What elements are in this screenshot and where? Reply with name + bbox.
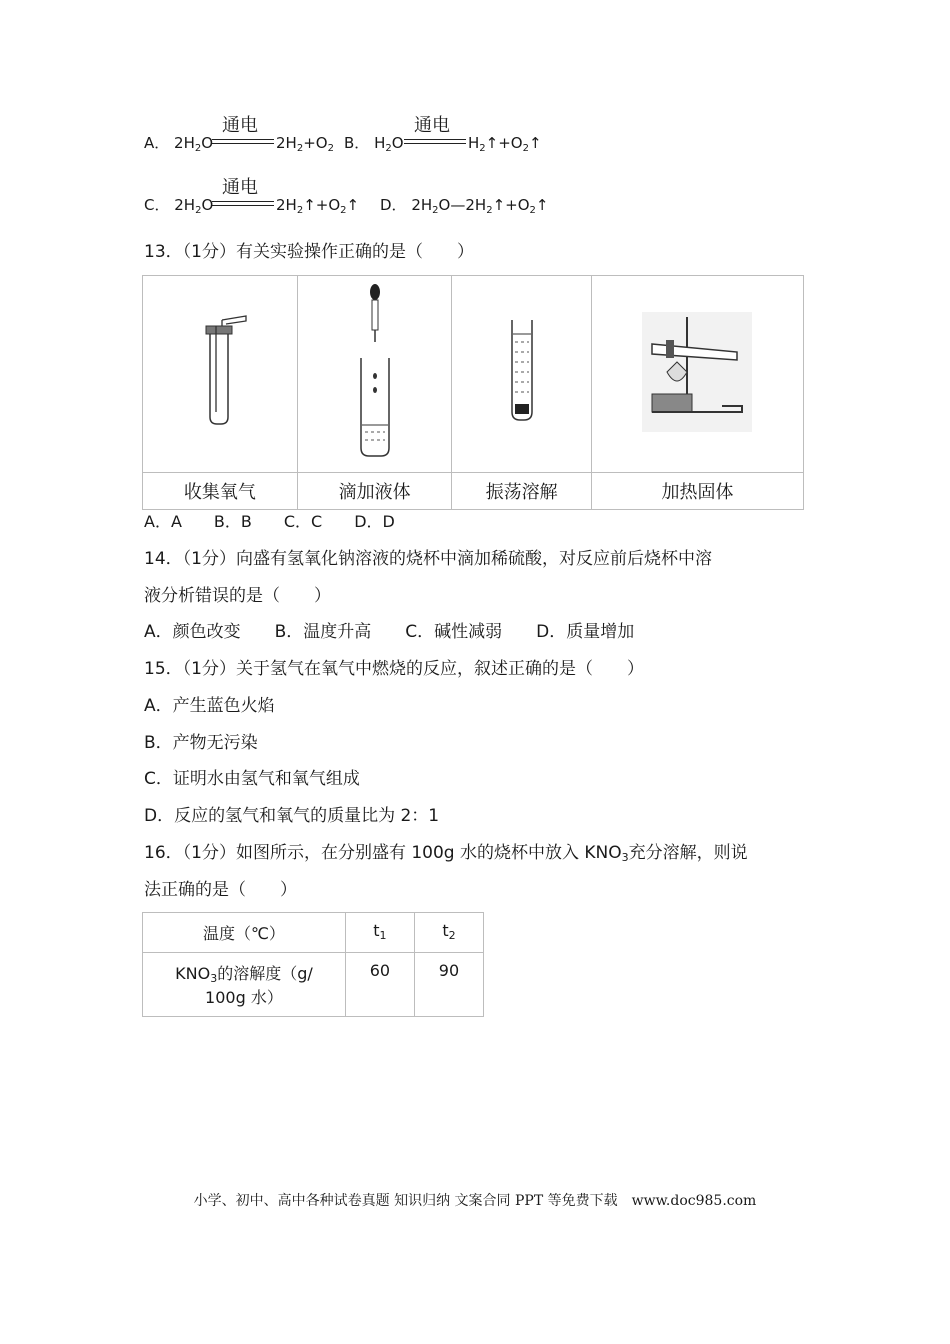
option-a-products: $2H_2+O_2$ bbox=[276, 134, 334, 154]
collect-oxygen-image bbox=[143, 276, 298, 473]
heating-apparatus-icon bbox=[642, 312, 752, 432]
q15-option-c: C．证明水由氢气和氧气组成 bbox=[144, 769, 360, 789]
q13-stem: 13．（1分）有关实验操作正确的是（ ） bbox=[144, 242, 474, 262]
header-t1: $t_1$ bbox=[345, 913, 414, 953]
header-t2: $t_2$ bbox=[414, 913, 483, 953]
q14-stem-line2: 液分析错误的是（ ） bbox=[144, 586, 331, 606]
test-tube-full-liquid-icon bbox=[492, 312, 552, 432]
q15-stem: 15．（1分）关于氢气在氧气中燃烧的反应，叙述正确的是（ ） bbox=[144, 659, 644, 679]
option-c-products: $2H_2↑+O_2↑$ bbox=[276, 196, 360, 216]
q16-stem-line1: 16．（1分）如图所示，在分别盛有 100g 水的烧杯中放入 $KNO_3$充分溶解，则说 bbox=[144, 843, 748, 864]
page-footer: 小学、初中、高中各种试卷真题 知识归纳 文案合同 PPT 等免费下载 www.doc985.com bbox=[193, 1193, 757, 1209]
q13-options: A．A B．B C．C D．D bbox=[144, 512, 395, 531]
heat-solid-image bbox=[591, 276, 803, 473]
dropper-and-test-tube-icon bbox=[335, 280, 415, 465]
shake-dissolve-image bbox=[452, 276, 591, 473]
q15-option-a: A．产生蓝色火焰 bbox=[144, 696, 275, 716]
label-heat-solid: 加热固体 bbox=[591, 473, 803, 510]
option-d-equation: D． $2H_2O—2H_2↑+O_2↑$ bbox=[380, 196, 549, 216]
q15-option-b: B．产物无污染 bbox=[144, 733, 258, 753]
q14-stem-line1: 14．（1分）向盛有氢氧化钠溶液的烧杯中滴加稀硫酸，对反应前后烧杯中溶 bbox=[144, 549, 712, 569]
label-collect-oxygen: 收集氧气 bbox=[143, 473, 298, 510]
q15-option-d: D．反应的氢气和氧气的质量比为 2：1 bbox=[144, 806, 440, 826]
add-liquid-image bbox=[297, 276, 452, 473]
header-temperature: 温度（℃） bbox=[143, 913, 346, 953]
equal-sign bbox=[404, 139, 466, 144]
row-label-solubility: $KNO_3$的溶解度（g/ 100g 水） bbox=[143, 953, 346, 1017]
apparatus-table bbox=[142, 275, 804, 510]
equal-sign bbox=[212, 201, 274, 206]
option-b-products: $H_2↑+O_2↑$ bbox=[468, 134, 542, 154]
label-shake-dissolve: 振荡溶解 bbox=[452, 473, 591, 510]
label-add-liquid: 滴加液体 bbox=[297, 473, 452, 510]
option-c-equation: C． $2H_2O$ bbox=[144, 196, 214, 216]
option-a-equation: A． $2H_2O$ bbox=[144, 134, 214, 154]
q14-options: A．颜色改变 B．温度升高 C．碱性减弱 D．质量增加 bbox=[144, 622, 635, 642]
electrolysis-condition: 通电 bbox=[222, 115, 258, 136]
value-t1: 60 bbox=[345, 953, 414, 1017]
option-b-equation: B． $H_2O$ bbox=[344, 134, 404, 154]
q16-stem-line2: 法正确的是（ ） bbox=[144, 880, 297, 900]
equal-sign bbox=[212, 139, 274, 144]
electrolysis-condition: 通电 bbox=[222, 177, 258, 198]
value-t2: 90 bbox=[414, 953, 483, 1017]
electrolysis-condition: 通电 bbox=[414, 115, 450, 136]
test-tube-with-delivery-tube-icon bbox=[180, 312, 260, 432]
solubility-table bbox=[142, 912, 484, 1017]
